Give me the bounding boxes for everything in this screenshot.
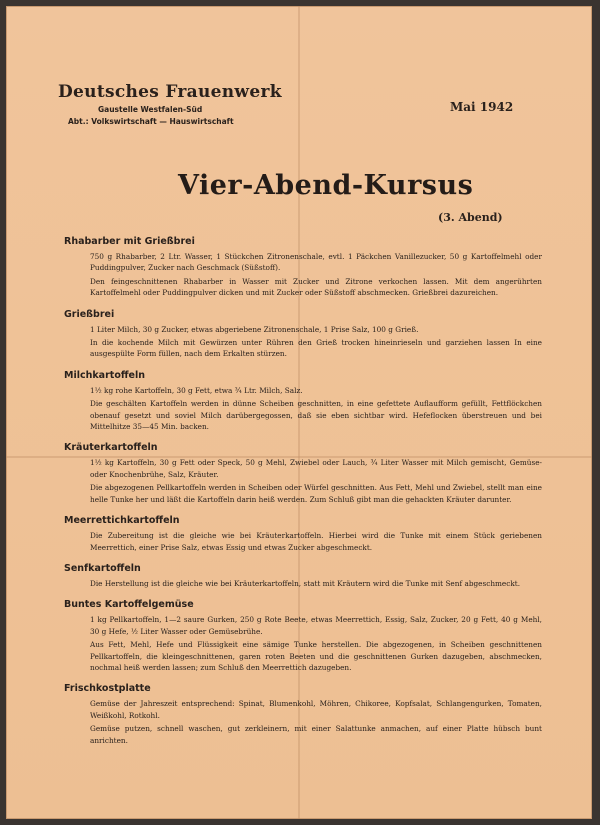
- recipe-instructions: Die abgezogenen Pellkartoffeln werden in Scheiben oder Würfel geschnitten. Aus Fett, Mehl und Zwiebel, stellt man eine helle Tunke her und läßt die Kartoffeln darin heiß werden. Zum Schluß gibt man die gehackten Kräuter darunter.: [90, 483, 542, 504]
- organization-name: Deutsches Frauenwerk: [58, 82, 282, 102]
- document-date: Mai 1942: [450, 100, 514, 114]
- recipe-section: [64, 563, 542, 589]
- recipe-title: Rhabarber mit Grießbrei: [64, 236, 195, 247]
- recipe-instructions: Die geschälten Kartoffeln werden in dünne Scheiben geschnitten, in eine gefettete Auflaufform gefüllt, Fettflöckchen obenauf gesetzt und soviel Milch darübergegossen, daß sie eben sichtbar wird. Hefeflocken überstreuen und bei Mittelhitze 35—45 Min. backen.: [90, 399, 542, 432]
- recipe-body: [90, 578, 542, 589]
- document-title: Vier-Abend-Kursus: [178, 170, 474, 201]
- recipe-title: Grießbrei: [64, 308, 115, 320]
- recipe-instructions: Den feingeschnittenen Rhabarber in Wasser mit Zucker und Zitrone verkochen lassen. Mit dem angerührten Kartoffelmehl oder Puddingpulver dicken und mit Zucker oder Süßstoff abschmecken. Grießbrei dazureichen.: [90, 276, 542, 298]
- document-sheet: [6, 6, 592, 819]
- recipe-ingredients: 1 Liter Milch, 30 g Zucker, etwas abgeriebene Zitronenschale, 1 Prise Salz, 100 g Grieß.: [90, 324, 419, 334]
- recipe-body: [90, 385, 542, 433]
- recipe-body: [90, 251, 542, 299]
- recipe-section: [64, 683, 542, 746]
- organization-header: [58, 82, 282, 126]
- recipe-ingredients: Die Zubereitung ist die gleiche wie bei Kräuterkartoffeln. Hierbei wird die Tunke mit einem Stück geriebenen Meerrettich, einer Prise Salz, etwas Essig und etwas Zucker abgeschmeckt.: [90, 531, 542, 552]
- recipe-section: [64, 599, 542, 673]
- recipe-title: Milchkartoffeln: [64, 369, 146, 381]
- organization-subunit: Gaustelle Westfalen-Süd: [98, 105, 203, 114]
- recipe-instructions: In die kochende Milch mit Gewürzen unter Rühren den Grieß trocken hineinrieseln und garziehen lassen In eine ausgespülte Form füllen, nach dem Erkalten stürzen.: [90, 338, 542, 359]
- recipe-ingredients: Die Herstellung ist die gleiche wie bei Kräuterkartoffeln, statt mit Kräutern wird die Tunke mit Senf abgeschmeckt.: [90, 578, 521, 588]
- recipe-title: Frischkostplatte: [64, 683, 151, 695]
- recipe-list: [64, 236, 542, 756]
- recipe-ingredients: 1 kg Pellkartoffeln, 1—2 saure Gurken, 250 g Rote Beete, etwas Meerrettich, Essig, Salz, Zucker, 20 g Fett, 40 g Mehl, 30 g Hefe, ½ Liter Wasser oder Gemüsebrühe.: [90, 615, 542, 636]
- recipe-instructions: Aus Fett, Mehl, Hefe und Flüssigkeit eine sämige Tunke herstellen. Die abgezogenen, in Scheiben geschnittenen Pellkartoffeln, die kleingeschnittenen, garen roten Beeten und die geschnittenen Gurken dazugeben, abschmecken, nochmal heiß werden lassen; zum Schluß den Meerrettich dazugeben.: [90, 640, 542, 672]
- recipe-ingredients: 750 g Rhabarber, 2 Ltr. Wasser, 1 Stückchen Zitronenschale, evtl. 1 Päckchen Vanillezucker, 50 g Kartoffelmehl oder Puddingpulver, Zucker nach Geschmack (Süßstoff).: [90, 252, 542, 273]
- recipe-title: Meerrettichkartoffeln: [64, 515, 180, 527]
- recipe-body: [90, 457, 542, 505]
- recipe-title: Kräuterkartoffeln: [64, 442, 158, 454]
- recipe-section: [64, 370, 542, 433]
- recipe-section: [64, 442, 542, 505]
- recipe-ingredients: 1½ kg rohe Kartoffeln, 30 g Fett, etwa ¾ Ltr. Milch, Salz.: [90, 385, 303, 395]
- recipe-section: [64, 236, 542, 299]
- recipe-body: [90, 530, 542, 553]
- recipe-body: [90, 698, 542, 746]
- organization-department: Abt.: Volkswirtschaft — Hauswirtschaft: [68, 117, 234, 126]
- recipe-ingredients: 1½ kg Kartoffeln, 30 g Fett oder Speck, 50 g Mehl, Zwiebel oder Lauch, ¾ Liter Wasser mit Milch gemischt, Gemüse- oder Knochenbrühe, Salz, Kräuter.: [90, 458, 542, 479]
- recipe-body: [90, 324, 542, 360]
- recipe-section: [64, 309, 542, 360]
- recipe-section: [64, 515, 542, 553]
- recipe-title: Senfkartoffeln: [64, 562, 141, 574]
- recipe-instructions: Gemüse putzen, schnell waschen, gut zerkleinern, mit einer Salattunke anmachen, auf einer Platte hübsch bunt anrichten.: [90, 724, 542, 745]
- recipe-title: Buntes Kartoffelgemüse: [64, 599, 194, 611]
- document-subtitle: (3. Abend): [438, 211, 503, 224]
- recipe-body: [90, 614, 542, 673]
- recipe-ingredients: Gemüse der Jahreszeit entsprechend: Spinat, Blumenkohl, Möhren, Chikoree, Kopfsalat, Schlangengurken, Tomaten, Weißkohl, Rotkohl.: [90, 699, 542, 720]
